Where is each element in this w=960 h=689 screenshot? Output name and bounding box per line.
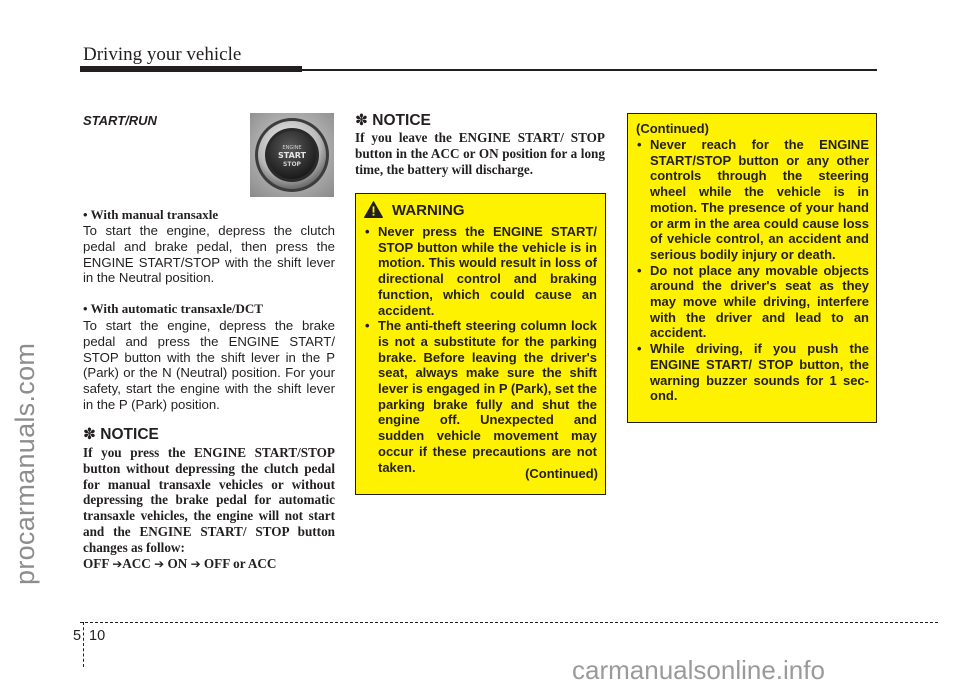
bullet-icon: • (365, 224, 370, 239)
bullet-icon: • (637, 262, 642, 278)
warning-item (357, 318, 597, 475)
sequence-off-or-acc: OFF or ACC (203, 555, 277, 571)
warning-title: WARNING (392, 202, 465, 219)
warning-list (357, 224, 597, 475)
warning-item-text: Do not place any movable objects around the driver's seat as they may move while driving, interfere with the driver and lead to an accident. (650, 262, 869, 341)
warning-item-text: The anti-theft steering column lock is not a substitute for the parking brake. Before leaving the driver's seat, always make sure the shift lever is engaged in P (Park), set the parking brake fully and shut the engine off. Unexpected and sudden vehicle movement may occur if these precautions are not taken. (378, 318, 597, 475)
button-text-start: START (277, 151, 307, 160)
engine-start-button-icon (250, 113, 334, 197)
warning-item (629, 263, 869, 342)
warning-item (629, 137, 869, 263)
warning-item-text: While driving, if you push the ENGINE START/ STOP button, the warning buzzer sounds for 1 sec- ond. (650, 341, 869, 404)
watermark-left: procarmanuals.com (10, 342, 40, 585)
manual-transaxle-text: To start the engine, depress the clutch pedal and brake pedal, then press the ENGINE START/STOP with the shift lever in the Neutral position. (83, 223, 335, 286)
notice-body-battery: If you leave the ENGINE START/ STOP button in the ACC or ON position for a long time, the battery will discharge. (355, 130, 605, 177)
notice-body-start (83, 445, 335, 572)
warning-continued-label: (Continued) (525, 466, 598, 481)
arrow-right-icon: ➔ (112, 556, 123, 571)
automatic-transaxle-heading: • With automatic transaxle/DCT (83, 301, 263, 316)
header-title: Driving your vehicle (83, 44, 242, 65)
engine-start-button-photo (250, 113, 334, 197)
header-rule-thin (302, 69, 877, 71)
bullet-icon: • (365, 318, 370, 334)
button-text-stop: STOP (283, 161, 301, 168)
page-number: 10 (89, 628, 106, 644)
sequence-acc: ACC (122, 555, 151, 571)
watermark-bottom: carmanualsonline.info (572, 655, 825, 685)
footer-rule (80, 622, 938, 623)
notice-title-battery: ✽ NOTICE (355, 112, 431, 129)
warning-continued-list (629, 137, 869, 404)
automatic-transaxle-text: To start the engine, depress the brake pedal and press the ENGINE START/ STOP button with the shift lever in the P (Park) or the N (Neutral) position. For your safety, start the engine with the shift lever in the P (Park) position. (83, 318, 335, 412)
arrow-right-icon: ➔ (190, 556, 201, 571)
bullet-icon: • (637, 137, 642, 152)
warning-item-text: Never press the ENGINE START/ STOP button while the vehicle is in motion. This would result in loss of directional control and braking function, which could cause an accident. (378, 224, 597, 318)
continued-label: (Continued) (636, 121, 709, 136)
start-run-label: START/RUN (83, 113, 157, 128)
notice-body-start-text: If you press the ENGINE START/STOP button without depressing the clutch pedal for manual transaxle vehicles or without depressing the brake pedal for automatic transaxle vehicles, the engine will not start and the ENGINE START/ STOP button changes as follow: (83, 445, 335, 555)
footer-divider (83, 622, 84, 667)
manual-transaxle-heading: • With manual transaxle (83, 207, 219, 222)
warning-item-text: Never reach for the ENGINE START/STOP button or any other controls through the steering wheel while the vehicle is in motion. The presence of your hand or arm in the area could cause loss of vehicle control, an accident and serious bodily injury or death. (650, 137, 869, 262)
sequence-off: OFF (83, 555, 109, 571)
header-rule-thick (80, 66, 302, 72)
bullet-icon: • (637, 341, 642, 357)
notice-title-start: ✽ NOTICE (83, 426, 159, 443)
warning-item (357, 224, 597, 318)
warning-item (629, 341, 869, 404)
chapter-number: 5 (72, 628, 82, 644)
sequence-on: ON (167, 555, 188, 571)
arrow-right-icon: ➔ (154, 556, 165, 571)
warning-triangle-icon (364, 201, 383, 218)
button-text-engine: ENGINE (282, 145, 302, 151)
